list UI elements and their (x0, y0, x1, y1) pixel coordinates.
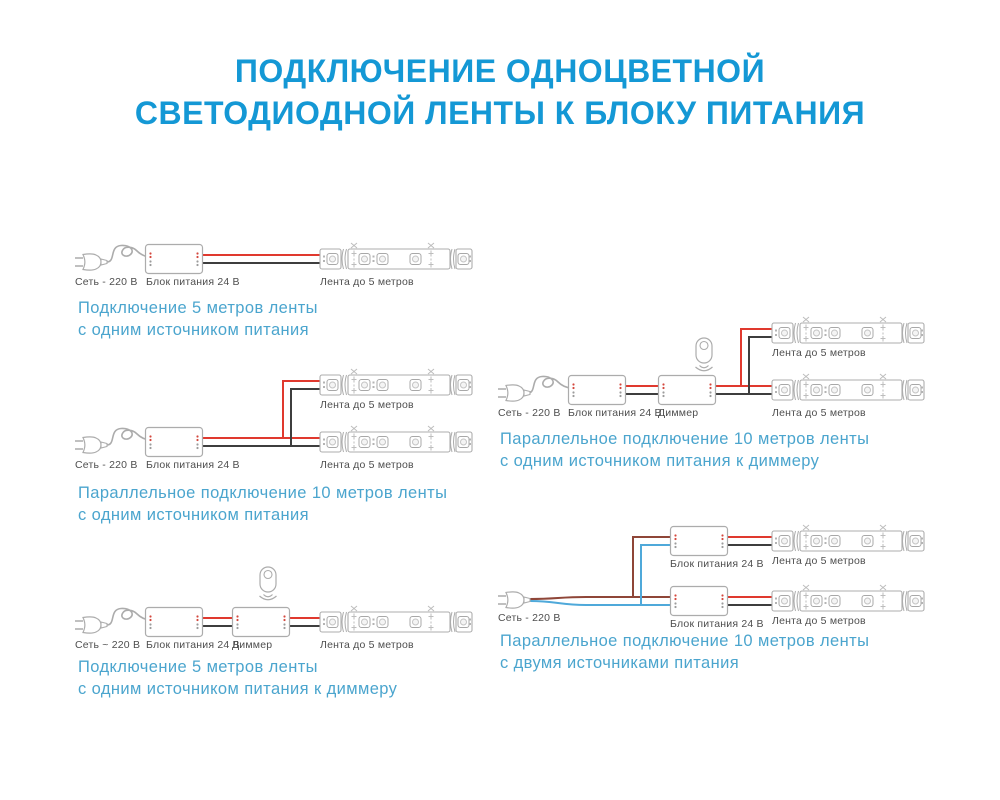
page-title (0, 50, 1000, 134)
led-strip (320, 243, 472, 269)
label-psu: Блок питания 24 В (146, 276, 240, 288)
europlug-icon (75, 254, 107, 270)
led-strip (772, 525, 924, 551)
caption-line: Параллельное подключение 10 метров ленты (500, 430, 870, 448)
caption-diagram-2 (78, 482, 447, 526)
power-cord (107, 428, 151, 445)
caption-line: с двумя источниками питания (500, 654, 740, 672)
label-strip: Лента до 5 метров (772, 555, 866, 567)
power-supply-box (671, 527, 728, 556)
remote-icon (696, 338, 713, 371)
led-strip (320, 426, 472, 452)
label-psu: Блок питания 24 В (146, 639, 240, 651)
caption-line: с одним источником питания к диммеру (78, 680, 398, 698)
power-supply-box (671, 587, 728, 616)
led-strip (772, 317, 924, 343)
label-mains: Сеть - 220 В (498, 612, 561, 624)
label-dimmer: Диммер (658, 407, 699, 419)
dimmer-box (659, 376, 716, 405)
caption-line: Параллельное подключение 10 метров ленты (78, 484, 448, 502)
europlug-icon (75, 437, 107, 453)
page-title-line2: СВЕТОДИОДНОЙ ЛЕНТЫ К БЛОКУ ПИТАНИЯ (134, 95, 866, 131)
power-supply-box (569, 376, 626, 405)
label-psu: Блок питания 24 В (670, 618, 764, 630)
label-strip: Лента до 5 метров (772, 615, 866, 627)
caption-diagram-4 (500, 428, 869, 472)
diagram-3-art (75, 567, 472, 637)
label-mains: Сеть - 220 В (75, 459, 138, 471)
europlug-icon (498, 385, 530, 401)
diagram-1-art (75, 243, 472, 274)
diagram-4-art (498, 317, 924, 405)
caption-line: с одним источником питания (78, 321, 309, 339)
led-strip (320, 369, 472, 395)
remote-icon (260, 567, 277, 600)
caption-line: с одним источником питания (78, 506, 309, 524)
caption-line: с одним источником питания к диммеру (500, 452, 820, 470)
wire-brown (530, 537, 672, 599)
caption-line: Подключение 5 метров ленты (78, 658, 318, 676)
caption-diagram-1 (78, 297, 318, 341)
label-psu: Блок питания 24 В (568, 407, 662, 419)
power-supply-box (146, 428, 203, 457)
diagram-5-art (498, 525, 924, 616)
caption-line: Подключение 5 метров ленты (78, 299, 318, 317)
europlug-icon (498, 592, 530, 608)
caption-line: Параллельное подключение 10 метров ленты (500, 632, 870, 650)
page-title-line1: ПОДКЛЮЧЕНИЕ ОДНОЦВЕТНОЙ (234, 53, 766, 89)
label-dimmer: Диммер (232, 639, 273, 651)
label-strip: Лента до 5 метров (772, 347, 866, 359)
power-cord (107, 245, 151, 262)
label-mains: Сеть - 220 В (75, 276, 138, 288)
diagram-2-art (75, 369, 472, 457)
led-strip (772, 374, 924, 400)
label-strip: Лента до 5 метров (320, 639, 414, 651)
label-strip: Лента до 5 метров (320, 459, 414, 471)
power-supply-box (146, 245, 203, 274)
label-mains: Сеть - 220 В (498, 407, 561, 419)
led-strip (772, 585, 924, 611)
label-strip: Лента до 5 метров (772, 407, 866, 419)
led-strip (320, 606, 472, 632)
power-cord (528, 376, 572, 393)
label-strip: Лента до 5 метров (320, 399, 414, 411)
power-cord (107, 608, 151, 625)
label-mains: Сеть ~ 220 В (75, 639, 141, 651)
caption-diagram-3 (78, 656, 397, 700)
europlug-icon (75, 617, 107, 633)
label-psu: Блок питания 24 В (670, 558, 764, 570)
dimmer-box (233, 608, 290, 637)
caption-diagram-5 (500, 630, 869, 674)
label-strip: Лента до 5 метров (320, 276, 414, 288)
power-supply-box (146, 608, 203, 637)
label-psu: Блок питания 24 В (146, 459, 240, 471)
